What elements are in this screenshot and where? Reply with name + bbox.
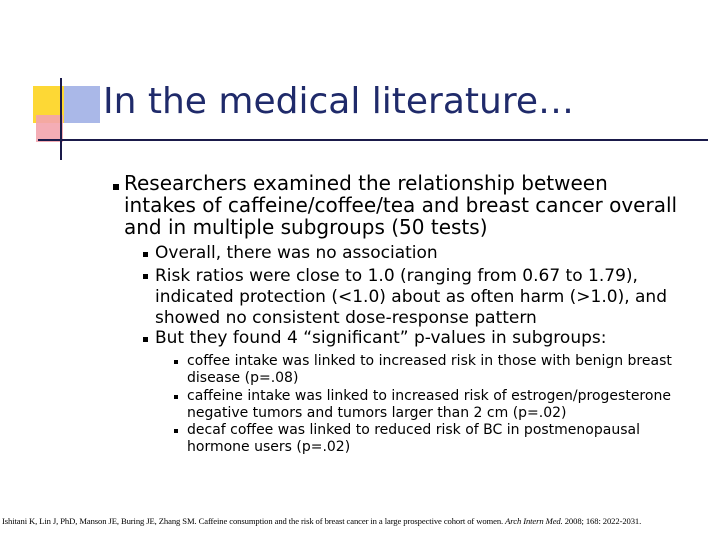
decorative-pink-square — [36, 115, 63, 142]
bullet-level3-marker — [174, 395, 178, 399]
title-underline — [38, 139, 708, 141]
bullet-level3-marker — [174, 429, 178, 433]
bullet-level3-text: caffeine intake was linked to increased risk of estrogen/progesterone negative tumors and tumors larger than 2 cm (p=.02) — [187, 388, 671, 421]
citation-suffix: 2008; 168: 2022-2031. — [564, 516, 642, 526]
bullet-level2-marker — [143, 337, 148, 342]
decorative-blue-square — [64, 86, 100, 123]
decorative-vertical-line — [60, 78, 62, 160]
bullet-level3-marker — [174, 360, 178, 364]
bullet-level2-text: But they found 4 “significant” p-values in subgroups: — [155, 328, 607, 348]
bullet-level1-text: Researchers examined the relationship between intakes of caffeine/coffee/tea and breast cancer overall and in multiple subgroups (50 tests) — [124, 171, 678, 239]
bullet-level2-marker — [143, 274, 148, 279]
citation-prefix: Ishitani K, Lin J, PhD, Manson JE, Buring JE, Zhang SM. Caffeine consumption and the risk of breast cancer in a large prospective cohort of women. — [2, 516, 504, 526]
slide-title: In the medical literature… — [103, 81, 574, 122]
bullet-level3-text: coffee intake was linked to increased risk in those with benign breast disease (p=.08) — [187, 353, 672, 386]
bullet-level1-marker — [113, 184, 119, 190]
bullet-level2-marker — [143, 252, 148, 257]
bullet-level2-text: Overall, there was no association — [155, 243, 438, 263]
citation-journal: Arch Intern Med. — [505, 516, 563, 526]
bullet-level2-text: Risk ratios were close to 1.0 (ranging from 0.67 to 1.79), indicated protection (<1.0) about as often harm (>1.0), and showed no consistent dose-response pattern — [155, 266, 667, 328]
citation — [2, 516, 718, 526]
bullet-level3-text: decaf coffee was linked to reduced risk of BC in postmenopausal hormone users (p=.02) — [187, 422, 640, 455]
